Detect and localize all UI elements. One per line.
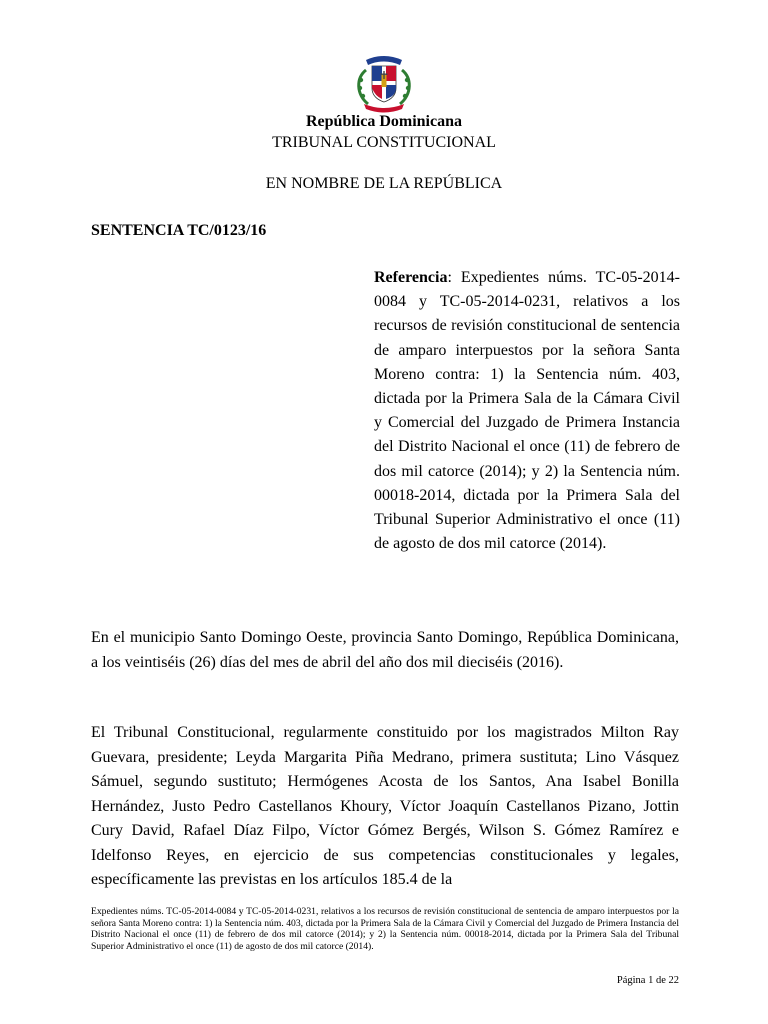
referencia-text: : Expedientes núms. TC-05-2014-0084 y TC-05-2014-0231, relativos a los recursos de revisión constitucional de sentencia de amparo interpuestos por la señora Santa Moreno contra: 1) la Sentencia núm. 403, dictada por la Primera Sala de la Cámara Civil y Comercial del Juzgado de Primera Instancia del Distrito Nacional el once (11) de febrero de dos mil catorce (2014); y 2) la Sentencia núm. 00018-2014, dictada por la Primera Sala del Tribunal Superior Administrativo el once (11) de agosto de dos mil catorce (2014). (374, 269, 680, 553)
footer-footnote: Expedientes núms. TC-05-2014-0084 y TC-05-2014-0231, relativos a los recursos de revisión constitucional de sentencia de amparo interpuestos por la señora Santa Moreno contra: 1) la Sentencia núm. 403, dictada por la Primera Sala de la Cámara Civil y Comercial del Juzgado de Primera Instancia del Distrito Nacional el once (11) de febrero de dos mil catorce (2014); y 2) la Sentencia núm. 00018-2014, dictada por la Primera Sala del Tribunal Superior Administrativo el once (11) de agosto de dos mil catorce (2014). (91, 906, 679, 952)
referencia-label: Referencia (374, 269, 448, 286)
court-heading: TRIBUNAL CONSTITUCIONAL (272, 134, 496, 151)
country-heading: República Dominicana (305, 113, 462, 130)
referencia-block (374, 266, 680, 556)
sentencia-title: SENTENCIA TC/0123/16 (91, 222, 267, 239)
en-nombre-heading: EN NOMBRE DE LA REPÚBLICA (265, 175, 503, 192)
page-number: Página 1 de 22 (616, 975, 679, 986)
coat-of-arms-icon (352, 48, 416, 114)
body-paragraph-1: En el municipio Santo Domingo Oeste, provincia Santo Domingo, República Dominicana, a los veintiséis (26) días del mes de abril del año dos mil dieciséis (2016). (91, 629, 679, 671)
body-paragraph-2: El Tribunal Constitucional, regularmente constituido por los magistrados Milton Ray Guevara, presidente; Leyda Margarita Piña Medrano, primera sustituta; Lino Vásquez Sámuel, segundo sustituto; Hermógenes Acosta de los Santos, Ana Isabel Bonilla Hernández, Justo Pedro Castellanos Khoury, Víctor Joaquín Castellanos Pizano, Jottin Cury David, Rafael Díaz Filpo, Víctor Gómez Bergés, Wilson S. Gómez Ramírez e Idelfonso Reyes, en ejercicio de sus competencias constitucionales y legales, específicamente las previstas en los artículos 185.4 de la (91, 724, 679, 888)
